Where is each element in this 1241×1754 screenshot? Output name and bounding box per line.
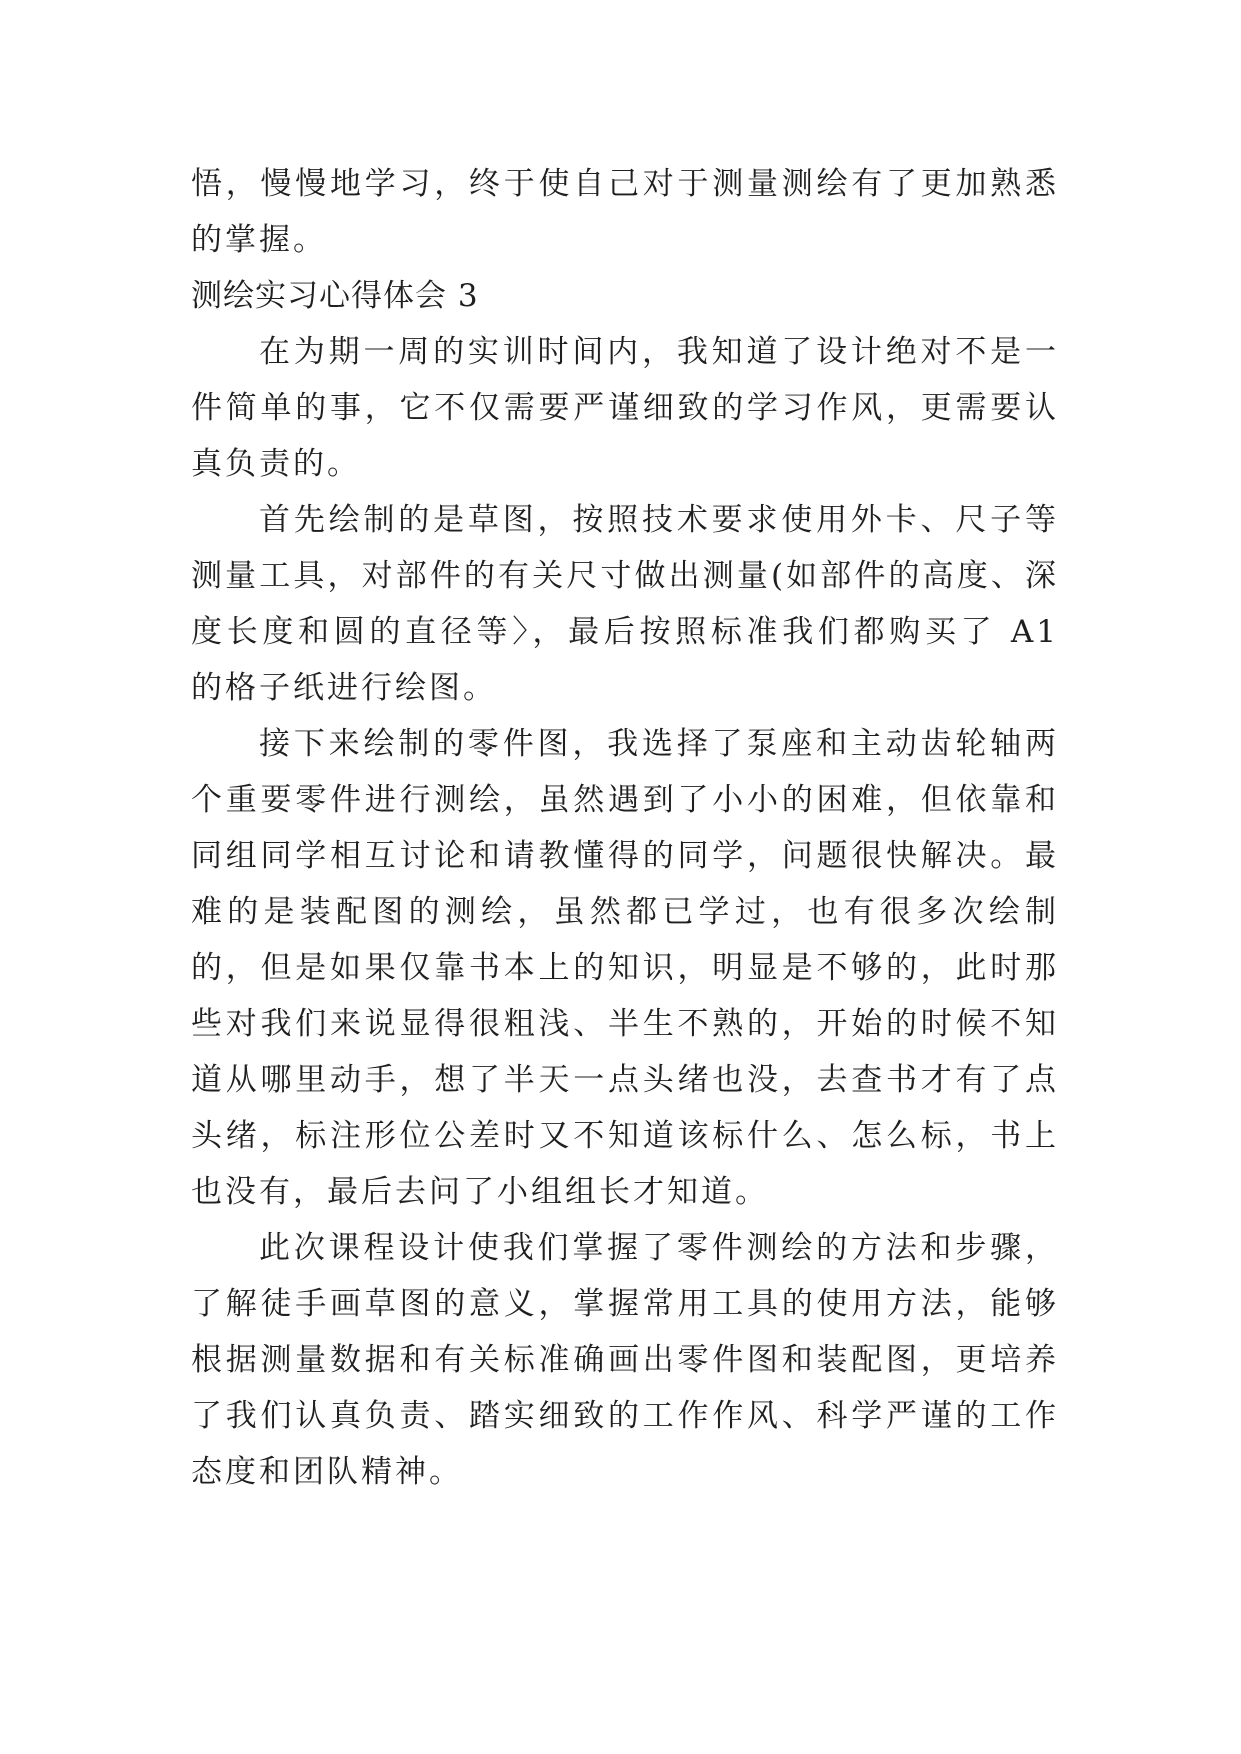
section-title: 测绘实习心得体会 3 [191, 278, 479, 314]
paragraph-2: 首先绘制的是草图，按照技术要求使用外卡、尺子等测量工具，对部件的有关尺寸做出测量(如部件的高度、深度长度和圆的直径等〉，最后按照标准我们都购买了 A1 的格子纸进行绘图。 [191, 502, 1059, 706]
paragraph-1: 在为期一周的实训时间内，我知道了设计绝对不是一件简单的事，它不仅需要严谨细致的学习作风，更需要认真负责的。 [191, 334, 1059, 482]
paragraph-3: 接下来绘制的零件图，我选择了泵座和主动齿轮轴两个重要零件进行测绘，虽然遇到了小小的困难，但依靠和同组同学相互讨论和请教懂得的同学，问题很快解决。最难的是装配图的测绘，虽然都已学过，也有很多次绘制的，但是如果仅靠书本上的知识，明显是不够的，此时那些对我们来说显得很粗浅、半生不熟的，开始的时候不知道从哪里动手，想了半天一点头绪也没，去查书才有了点头绪，标注形位公差时又不知道该标什么、怎么标，书上也没有，最后去问了小组组长才知道。 [191, 726, 1059, 1210]
paragraph-4: 此次课程设计使我们掌握了零件测绘的方法和步骤，了解徒手画草图的意义，掌握常用工具的使用方法，能够根据测量数据和有关标准确画出零件图和装配图，更培养了我们认真负责、踏实细致的工作作风、科学严谨的工作态度和团队精神。 [191, 1230, 1059, 1490]
continued-paragraph: 悟，慢慢地学习，终于使自己对于测量测绘有了更加熟悉的掌握。 [191, 166, 1059, 258]
document-body [191, 156, 1059, 1500]
